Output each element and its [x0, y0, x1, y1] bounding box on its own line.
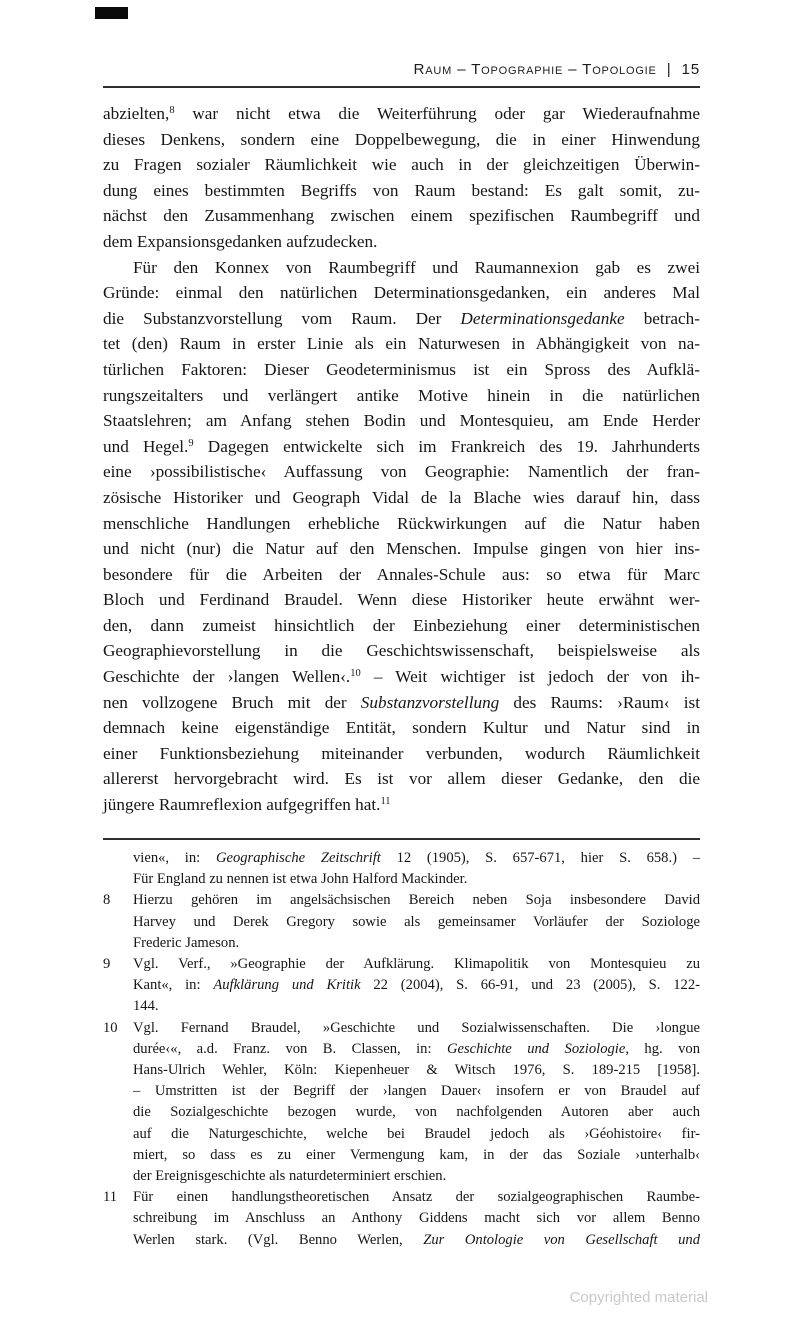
text-segment: die Sozialgeschichte bezogen wurde, von nachfolgenden Autoren aber auch: [133, 1104, 700, 1121]
text-segment: einer Funktionsbeziehung miteinander verbunden, wodurch Räumlichkeit: [103, 743, 700, 763]
running-head: [413, 61, 700, 78]
body-text-line: [103, 511, 700, 537]
text-segment: allererst hervorgebracht wird. Es ist vor allem dieser Gedanke, den die: [103, 769, 700, 789]
footnote-text-line: [133, 1124, 700, 1145]
text-segment: 22 (2004), S. 66-91, und 23 (2005), S. 122-: [360, 977, 700, 994]
footnote-text: [133, 1018, 700, 1188]
footnote-text-line: [133, 890, 700, 911]
footnote-text-line: [133, 1039, 700, 1060]
footnote-text: [133, 848, 700, 890]
text-segment: durée‹«, a.d. Franz. von B. Classen, in:: [133, 1040, 447, 1057]
footnote-text-line: [133, 1208, 700, 1229]
paragraph: [103, 255, 700, 818]
body-text-line: [103, 280, 700, 306]
text-segment: abzielten,: [103, 104, 170, 123]
body-text-line: [103, 255, 700, 281]
text-segment: türlichen Faktoren: Dieser Geodeterminismus ist ein Spross des Aufklä-: [103, 359, 700, 379]
text-segment: – Weit wichtiger ist jedoch der von ih-: [360, 667, 700, 687]
body-text-line: [103, 101, 700, 127]
text-segment: eine ›possibilistische‹ Auffassung von Geographie: Namentlich der fran-: [103, 462, 700, 482]
text-segment: miert, so dass es zu einer Vermengung kam, in der das Soziale ›unterhalb‹: [133, 1146, 700, 1163]
text-segment: Bloch und Ferdinand Braudel. Wenn diese Historiker heute erwähnt wer-: [103, 590, 700, 610]
italic-text: Aufklärung und Kritik: [213, 977, 361, 994]
body-text-line: [103, 152, 700, 178]
text-segment: demnach keine eigenständige Entität, sondern Kultur und Natur sind in: [103, 718, 700, 738]
footnote: [103, 890, 700, 954]
body-text-line: [103, 741, 700, 767]
text-segment: dem Expansionsgedanken aufzudecken.: [103, 231, 378, 251]
footnote-text-line: [133, 1187, 700, 1208]
footnote-text-line: [133, 869, 700, 890]
footnote-text-line: [133, 1102, 700, 1123]
footnote: [103, 848, 700, 890]
footnote-text-line: [133, 1081, 700, 1102]
footnote-number: [103, 848, 133, 890]
text-segment: Harvey und Derek Gregory sowie als gemeinsamer Vorläufer der Soziologe: [133, 913, 700, 930]
body-text-line: [103, 331, 700, 357]
text-segment: dieses Denkens, sondern eine Doppelbewegung, die in einer Hinwendung: [103, 129, 700, 149]
footnote-text-line: [133, 996, 700, 1017]
text-segment: Geographievorstellung in die Geschichtswissenschaft, beispielsweise als: [103, 641, 700, 661]
body-text-line: [103, 690, 700, 716]
body-text-line: [103, 306, 700, 332]
text-segment: zu Fragen sozialer Räumlichkeit wie auch in der gleichzeitigen Überwin-: [103, 155, 700, 175]
footnote-text-line: [133, 1166, 700, 1187]
footnote-text-line: [133, 848, 700, 869]
running-head-separator: |: [666, 61, 672, 78]
paragraph: [103, 101, 700, 255]
text-segment: Vgl. Verf., »Geographie der Aufklärung. Klimapolitik von Montesquieu zu: [133, 956, 700, 973]
footnote-number: 10: [103, 1019, 118, 1036]
italic-text: Geschichte und Soziologie: [446, 1040, 626, 1057]
text-segment: Hierzu gehören im angelsächsischen Bereich neben Soja insbesondere David: [133, 892, 700, 909]
text-segment: rungszeitalters und verlängert antike Motive hinein in die natürlichen: [103, 385, 700, 405]
footnote-text-line: [133, 912, 700, 933]
text-segment: zösische Historiker und Geograph Vidal de la Blache wies darauf hin, dass: [103, 487, 700, 507]
body-text-line: [103, 638, 700, 664]
text-segment: Für den Konnex von Raumbegriff und Raumannexion gab es zwei: [133, 257, 700, 277]
body-text-line: [103, 664, 700, 690]
text-segment: und nicht (nur) die Natur auf den Menschen. Impulse gingen von hier ins-: [103, 539, 700, 559]
text-segment: Frederic Jameson.: [133, 934, 240, 951]
footnote-text: [133, 954, 700, 1018]
text-segment: Für einen handlungstheoretischen Ansatz der sozialgeographischen Raumbe-: [133, 1189, 700, 1206]
text-segment: 144.: [133, 998, 159, 1015]
body-text-line: [103, 536, 700, 562]
body-text-line: [103, 383, 700, 409]
text-segment: Hans-Ulrich Wehler, Köln: Kiepenheuer & Witsch 1976, S. 189-215 [1958].: [133, 1062, 700, 1079]
body-text-line: [103, 485, 700, 511]
page-number: 15: [681, 61, 700, 78]
text-segment: nen vollzogene Bruch mit der: [103, 692, 361, 712]
text-segment: Dagegen entwickelte sich im Frankreich des 19. Jahrhunderts: [193, 436, 700, 456]
body-text-line: [103, 766, 700, 792]
footnote-reference: 8: [169, 105, 175, 116]
text-segment: besondere für die Arbeiten der Annales-Schule aus: so etwa für Marc: [103, 564, 700, 584]
scan-artifact-mark: [95, 7, 128, 19]
footnote-number: 11: [103, 1189, 118, 1206]
text-segment: der Ereignisgeschichte als naturdeterminiert erschien.: [133, 1168, 447, 1185]
footnote: [103, 954, 700, 1018]
body-text-line: [103, 178, 700, 204]
footnote-text-line: [133, 1145, 700, 1166]
text-segment: , hg. von: [625, 1040, 700, 1057]
footnote-reference: 9: [188, 437, 194, 449]
body-text-line: [103, 587, 700, 613]
text-segment: Vgl. Fernand Braudel, »Geschichte und Sozialwissenschaften. Die ›longue: [133, 1019, 700, 1036]
body-text-line: [103, 715, 700, 741]
text-segment: und Hegel.: [103, 436, 189, 456]
text-segment: den, dann zumeist hinsichtlich der Einbeziehung einer deterministischen: [103, 615, 700, 635]
text-segment: jüngere Raumreflexion aufgegriffen hat.: [103, 795, 381, 815]
footnote-text: [133, 1187, 700, 1251]
footnote-number: 9: [103, 956, 111, 973]
body-text-line: [103, 408, 700, 434]
footnote-text-line: [133, 1060, 700, 1081]
footnote-text-line: [133, 975, 700, 996]
header-rule: [103, 86, 700, 88]
text-segment: Für England zu nennen ist etwa John Halford Mackinder.: [133, 871, 468, 888]
italic-text: Zur Ontologie von Gesellschaft und: [423, 1231, 700, 1248]
italic-text: Substanzvorstellung: [360, 692, 500, 712]
footnote-reference: 11: [380, 796, 391, 808]
running-head-title: Raum – Topographie – Topologie: [413, 61, 657, 78]
copyright-watermark: Copyrighted material: [569, 1289, 708, 1306]
footnote-number: 8: [103, 892, 111, 909]
text-segment: betrach-: [624, 308, 700, 328]
footnote-reference: 10: [350, 668, 361, 680]
footnote-text-line: [133, 954, 700, 975]
footnote-text: [133, 890, 700, 954]
text-segment: schreibung im Anschluss an Anthony Giddens macht sich vor allem Benno: [133, 1210, 700, 1227]
italic-text: Geographische Zeitschrift: [215, 850, 381, 866]
text-segment: menschliche Handlungen erhebliche Rückwirkungen auf die Natur haben: [103, 513, 700, 533]
body-text-line: [103, 459, 700, 485]
text-segment: – Umstritten ist der Begriff der ›langen Dauer‹ insofern er von Braudel auf: [133, 1083, 700, 1100]
body-text-line: [103, 613, 700, 639]
footnote: [103, 1018, 700, 1188]
body-text-line: [103, 127, 700, 153]
text-segment: war nicht etwa die Weiterführung oder gar Wiederaufnahme: [174, 104, 700, 123]
text-segment: Staatslehren; am Anfang stehen Bodin und Montesquieu, am Ende Herder: [103, 411, 700, 431]
text-segment: nächst den Zusammenhang zwischen einem spezifischen Raumbegriff und: [103, 206, 700, 226]
text-segment: auf die Naturgeschichte, welche bei Braudel jedoch als ›Géohistoire‹ fir-: [133, 1125, 700, 1142]
text-segment: tet (den) Raum in erster Linie als ein Naturwesen in Abhängigkeit von na-: [103, 334, 700, 354]
body-text-line: [103, 203, 700, 229]
body-text-line: [103, 229, 700, 255]
body-text-line: [103, 357, 700, 383]
text-segment: 12 (1905), S. 657-671, hier S. 658.) –: [380, 850, 700, 866]
footnotes-section: [103, 848, 700, 1251]
footnote-text-line: [133, 1230, 700, 1251]
text-segment: Werlen stark. (Vgl. Benno Werlen,: [133, 1231, 424, 1248]
text-segment: des Raums: ›Raum‹ ist: [499, 692, 700, 712]
footnote-text-line: [133, 1018, 700, 1039]
body-text-line: [103, 792, 700, 818]
text-segment: dung eines bestimmten Begriffs von Raum bestand: Es galt somit, zu-: [103, 180, 700, 200]
text-segment: Geschichte der ›langen Wellen‹.: [103, 667, 351, 687]
text-segment: vien«, in:: [133, 850, 216, 866]
body-text: [103, 101, 700, 818]
body-text-line: [103, 434, 700, 460]
text-segment: Kant«, in:: [133, 977, 214, 994]
body-text-line: [103, 562, 700, 588]
footnote-separator-rule: [103, 838, 700, 840]
italic-text: Determinationsgedanke: [460, 308, 625, 328]
footnote-text-line: [133, 933, 700, 954]
footnote: [103, 1187, 700, 1251]
text-segment: die Substanzvorstellung vom Raum. Der: [103, 308, 461, 328]
text-segment: Gründe: einmal den natürlichen Determinationsgedanken, ein anderes Mal: [103, 283, 700, 303]
